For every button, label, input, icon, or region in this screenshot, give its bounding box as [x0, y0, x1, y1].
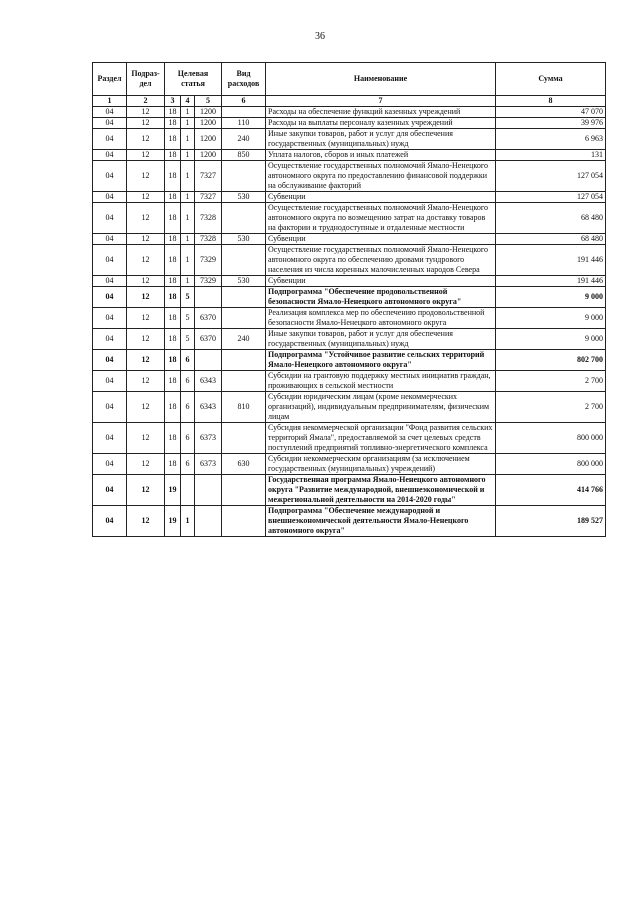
header-sum: Сумма: [496, 63, 606, 96]
table-row: [93, 161, 606, 192]
cell-name: Субвенции: [266, 192, 496, 203]
cell-name: Уплата налогов, сборов и иных платежей: [266, 150, 496, 161]
cell-name: Осуществление государственных полномочий Ямало-Ненецкого автономного округа по возмещению затрат на доставку товаров на фактории и труднодоступные и отдаленные местности: [266, 203, 496, 234]
cell-name: Осуществление государственных полномочий Ямало-Ненецкого автономного округа по предоставлению финансовой поддержки на обслуживание факторий: [266, 161, 496, 192]
table-row: [93, 234, 606, 245]
cell-razdel: 04: [93, 506, 127, 537]
cell-sum: 68 480: [496, 203, 606, 234]
header-row: [93, 63, 606, 96]
cell-subprogram: [181, 475, 195, 506]
cell-program: 18: [165, 423, 181, 454]
cell-direction: 1200: [195, 107, 222, 118]
cell-direction: 1200: [195, 118, 222, 129]
cell-razdel: 04: [93, 192, 127, 203]
cell-direction: [195, 475, 222, 506]
col-num: 8: [496, 96, 606, 107]
col-num: 7: [266, 96, 496, 107]
cell-subprogram: 6: [181, 454, 195, 475]
cell-name: Государственная программа Ямало-Ненецкого автономного округа "Развитие международной, внешнеэкономической и межрегиональной деятельности на 2014-2020 годы": [266, 475, 496, 506]
header-vid: Вид расходов: [222, 63, 266, 96]
cell-subprogram: 1: [181, 506, 195, 537]
cell-vid: [222, 475, 266, 506]
cell-razdel: 04: [93, 118, 127, 129]
cell-name: Субвенции: [266, 234, 496, 245]
cell-razdel: 04: [93, 329, 127, 350]
cell-name: Субсидия некоммерческой организации "Фонд развития сельских территорий Ямала", предоставляемой за счет целевых средств поступлений предприятий топливно-энергетического комплекса: [266, 423, 496, 454]
header-celevaya: Целевая статья: [165, 63, 222, 96]
cell-name: Подпрограмма "Устойчивое развитие сельских территорий Ямало-Ненецкого автономного округа": [266, 350, 496, 371]
cell-direction: 6343: [195, 392, 222, 423]
cell-name: Осуществление государственных полномочий Ямало-Ненецкого автономного округа по обеспечению дровами тундрового населения из числа коренных малочисленных народов Севера: [266, 245, 496, 276]
cell-name: Иные закупки товаров, работ и услуг для обеспечения государственных (муниципальных) нужд: [266, 329, 496, 350]
cell-program: 19: [165, 475, 181, 506]
cell-direction: 7329: [195, 276, 222, 287]
cell-razdel: 04: [93, 129, 127, 150]
cell-program: 18: [165, 308, 181, 329]
cell-vid: 530: [222, 234, 266, 245]
cell-program: 18: [165, 129, 181, 150]
cell-razdel: 04: [93, 161, 127, 192]
cell-sum: 6 963: [496, 129, 606, 150]
cell-vid: [222, 161, 266, 192]
cell-name: Реализация комплекса мер по обеспечению продовольственной безопасности Ямало-Ненецкого автономного округа: [266, 308, 496, 329]
cell-podrazdel: 12: [127, 392, 165, 423]
cell-vid: 240: [222, 329, 266, 350]
cell-sum: 189 527: [496, 506, 606, 537]
cell-podrazdel: 12: [127, 192, 165, 203]
cell-sum: 2 700: [496, 392, 606, 423]
cell-direction: 6370: [195, 308, 222, 329]
cell-program: 18: [165, 276, 181, 287]
cell-subprogram: 5: [181, 329, 195, 350]
cell-direction: 7329: [195, 245, 222, 276]
cell-razdel: 04: [93, 245, 127, 276]
cell-podrazdel: 12: [127, 129, 165, 150]
table-row: [93, 118, 606, 129]
cell-name: Подпрограмма "Обеспечение продовольственной безопасности Ямало-Ненецкого автономного округа": [266, 287, 496, 308]
cell-name: Расходы на обеспечение функций казенных учреждений: [266, 107, 496, 118]
cell-razdel: 04: [93, 203, 127, 234]
cell-podrazdel: 12: [127, 350, 165, 371]
page-number: 36: [315, 31, 325, 42]
cell-vid: [222, 506, 266, 537]
cell-sum: 47 070: [496, 107, 606, 118]
cell-direction: [195, 350, 222, 371]
cell-subprogram: 5: [181, 308, 195, 329]
cell-sum: 800 000: [496, 454, 606, 475]
budget-table: [92, 62, 606, 537]
cell-razdel: 04: [93, 350, 127, 371]
cell-program: 18: [165, 118, 181, 129]
cell-razdel: 04: [93, 308, 127, 329]
cell-direction: [195, 287, 222, 308]
cell-name: Расходы на выплаты персоналу казенных учреждений: [266, 118, 496, 129]
cell-program: 18: [165, 107, 181, 118]
cell-vid: [222, 308, 266, 329]
cell-podrazdel: 12: [127, 329, 165, 350]
cell-sum: 127 054: [496, 192, 606, 203]
cell-vid: [222, 245, 266, 276]
cell-vid: [222, 423, 266, 454]
cell-sum: 191 446: [496, 245, 606, 276]
cell-razdel: 04: [93, 371, 127, 392]
cell-podrazdel: 12: [127, 276, 165, 287]
cell-direction: 1200: [195, 129, 222, 150]
cell-program: 19: [165, 506, 181, 537]
cell-subprogram: 1: [181, 118, 195, 129]
cell-sum: 802 700: [496, 350, 606, 371]
cell-vid: [222, 350, 266, 371]
cell-podrazdel: 12: [127, 245, 165, 276]
cell-vid: 110: [222, 118, 266, 129]
cell-sum: 2 700: [496, 371, 606, 392]
cell-program: 18: [165, 203, 181, 234]
cell-subprogram: 1: [181, 192, 195, 203]
col-num: 1: [93, 96, 127, 107]
header-name: Наименование: [266, 63, 496, 96]
cell-name: Иные закупки товаров, работ и услуг для обеспечения государственных (муниципальных) нужд: [266, 129, 496, 150]
cell-sum: 68 480: [496, 234, 606, 245]
col-num: 4: [181, 96, 195, 107]
cell-name: Подпрограмма "Обеспечение международной и внешнеэкономической деятельности Ямало-Ненецкого автономного округа": [266, 506, 496, 537]
col-num: 2: [127, 96, 165, 107]
cell-podrazdel: 12: [127, 308, 165, 329]
table-row: [93, 107, 606, 118]
cell-podrazdel: 12: [127, 506, 165, 537]
table-row: [93, 245, 606, 276]
cell-razdel: 04: [93, 150, 127, 161]
cell-subprogram: 1: [181, 276, 195, 287]
cell-sum: 9 000: [496, 308, 606, 329]
cell-sum: 9 000: [496, 329, 606, 350]
cell-podrazdel: 12: [127, 118, 165, 129]
cell-sum: 131: [496, 150, 606, 161]
col-num: 6: [222, 96, 266, 107]
cell-razdel: 04: [93, 234, 127, 245]
cell-program: 18: [165, 371, 181, 392]
cell-vid: 850: [222, 150, 266, 161]
cell-vid: 530: [222, 192, 266, 203]
cell-subprogram: 1: [181, 129, 195, 150]
cell-program: 18: [165, 150, 181, 161]
cell-program: 18: [165, 245, 181, 276]
table-row: [93, 423, 606, 454]
table-row: [93, 392, 606, 423]
cell-sum: 414 766: [496, 475, 606, 506]
cell-subprogram: 6: [181, 392, 195, 423]
cell-name: Субвенции: [266, 276, 496, 287]
cell-podrazdel: 12: [127, 107, 165, 118]
cell-subprogram: 5: [181, 287, 195, 308]
cell-program: 18: [165, 350, 181, 371]
table-row: [93, 308, 606, 329]
cell-direction: 7327: [195, 192, 222, 203]
cell-razdel: 04: [93, 423, 127, 454]
cell-podrazdel: 12: [127, 234, 165, 245]
cell-subprogram: 1: [181, 245, 195, 276]
cell-program: 18: [165, 287, 181, 308]
cell-razdel: 04: [93, 276, 127, 287]
cell-podrazdel: 12: [127, 423, 165, 454]
cell-subprogram: 6: [181, 350, 195, 371]
table-row: [93, 475, 606, 506]
cell-program: 18: [165, 161, 181, 192]
cell-podrazdel: 12: [127, 287, 165, 308]
cell-subprogram: 6: [181, 423, 195, 454]
cell-sum: 127 054: [496, 161, 606, 192]
cell-program: 18: [165, 234, 181, 245]
cell-vid: 630: [222, 454, 266, 475]
col-num: 3: [165, 96, 181, 107]
column-number-row: [93, 96, 606, 107]
header-razdel: Раздел: [93, 63, 127, 96]
cell-direction: 6373: [195, 423, 222, 454]
cell-podrazdel: 12: [127, 371, 165, 392]
cell-name: Субсидии на грантовую поддержку местных инициатив граждан, проживающих в сельской местности: [266, 371, 496, 392]
cell-direction: 6373: [195, 454, 222, 475]
cell-razdel: 04: [93, 454, 127, 475]
table-row: [93, 350, 606, 371]
cell-subprogram: 1: [181, 161, 195, 192]
cell-subprogram: 1: [181, 107, 195, 118]
cell-direction: 1200: [195, 150, 222, 161]
cell-podrazdel: 12: [127, 150, 165, 161]
table-row: [93, 276, 606, 287]
table-row: [93, 192, 606, 203]
cell-sum: 9 000: [496, 287, 606, 308]
cell-podrazdel: 12: [127, 203, 165, 234]
cell-vid: [222, 107, 266, 118]
cell-subprogram: 6: [181, 371, 195, 392]
table-row: [93, 329, 606, 350]
cell-program: 18: [165, 192, 181, 203]
cell-direction: 7327: [195, 161, 222, 192]
cell-vid: 810: [222, 392, 266, 423]
cell-program: 18: [165, 454, 181, 475]
cell-direction: 7328: [195, 234, 222, 245]
cell-sum: 800 000: [496, 423, 606, 454]
cell-subprogram: 1: [181, 203, 195, 234]
cell-direction: 6343: [195, 371, 222, 392]
cell-vid: [222, 371, 266, 392]
cell-vid: 530: [222, 276, 266, 287]
cell-name: Субсидии юридическим лицам (кроме некоммерческих организаций), индивидуальным предпринимателям, физическим лицам: [266, 392, 496, 423]
cell-podrazdel: 12: [127, 454, 165, 475]
cell-razdel: 04: [93, 287, 127, 308]
table-row: [93, 129, 606, 150]
table-row: [93, 150, 606, 161]
cell-direction: 6370: [195, 329, 222, 350]
table-row: [93, 454, 606, 475]
cell-program: 18: [165, 392, 181, 423]
table-row: [93, 203, 606, 234]
cell-vid: 240: [222, 129, 266, 150]
cell-podrazdel: 12: [127, 161, 165, 192]
cell-vid: [222, 287, 266, 308]
cell-vid: [222, 203, 266, 234]
table-body: [93, 107, 606, 537]
cell-sum: 191 446: [496, 276, 606, 287]
table-row: [93, 371, 606, 392]
cell-name: Субсидии некоммерческим организациям (за исключением государственных (муниципальных) учреждений): [266, 454, 496, 475]
cell-sum: 39 976: [496, 118, 606, 129]
cell-direction: [195, 506, 222, 537]
cell-razdel: 04: [93, 475, 127, 506]
table-row: [93, 287, 606, 308]
cell-subprogram: 1: [181, 234, 195, 245]
header-podrazdel: Подраз-дел: [127, 63, 165, 96]
cell-program: 18: [165, 329, 181, 350]
cell-direction: 7328: [195, 203, 222, 234]
cell-razdel: 04: [93, 107, 127, 118]
table-row: [93, 506, 606, 537]
col-num: 5: [195, 96, 222, 107]
cell-podrazdel: 12: [127, 475, 165, 506]
cell-subprogram: 1: [181, 150, 195, 161]
cell-razdel: 04: [93, 392, 127, 423]
